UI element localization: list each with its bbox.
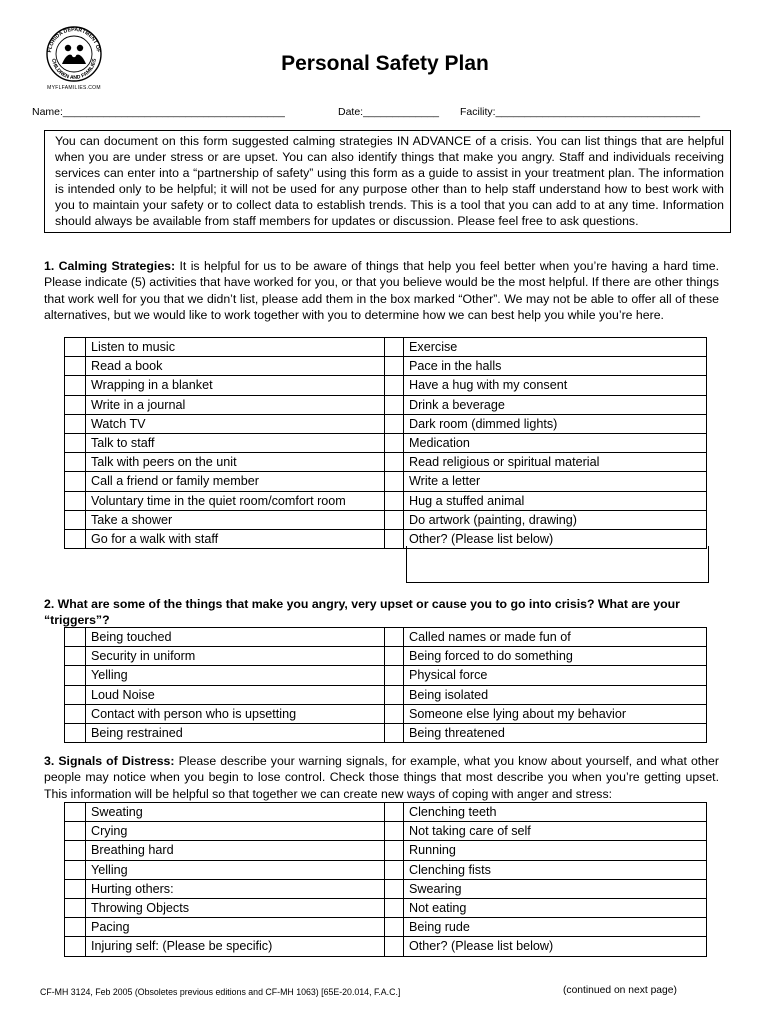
- item-label-left: Injuring self: (Please be specific): [86, 937, 385, 956]
- svg-text:CHILDREN AND FAMILIES: CHILDREN AND FAMILIES: [50, 58, 98, 82]
- item-label-left: Call a friend or family member: [86, 472, 385, 491]
- checkbox-right[interactable]: [385, 879, 404, 898]
- checkbox-right[interactable]: [385, 376, 404, 395]
- item-label-right: Running: [404, 841, 707, 860]
- checklist-row: [65, 434, 707, 453]
- section1-body: It is helpful for us to be aware of things that help you feel better when you’re having a hard time. Please indicate (5) activities that have worked for you, or that you believe would be the most helpful. If there are other things that work well for you that we didn’t list, please add them in the box marked “Other”. We may not be able to offer all of these alternatives, but we would like to work together with you to determine how we can best help you while you’re here.: [44, 259, 720, 322]
- checklist-row: [65, 491, 707, 510]
- item-label-right: Exercise: [404, 338, 707, 357]
- page-title: Personal Safety Plan: [281, 52, 489, 75]
- checkbox-right[interactable]: [385, 434, 404, 453]
- checkbox-left[interactable]: [65, 414, 86, 433]
- item-label-right: Pace in the halls: [404, 357, 707, 376]
- checkbox-left[interactable]: [65, 491, 86, 510]
- item-label-left: Being touched: [86, 628, 385, 647]
- item-label-left: Take a shower: [86, 510, 385, 529]
- item-label-left: Breathing hard: [86, 841, 385, 860]
- checkbox-right[interactable]: [385, 628, 404, 647]
- checkbox-left[interactable]: [65, 822, 86, 841]
- checkbox-left[interactable]: [65, 879, 86, 898]
- checkbox-right[interactable]: [385, 472, 404, 491]
- distress-signals-table: [64, 802, 707, 957]
- section1-text: [44, 258, 719, 323]
- item-label-right: Other? (Please list below): [404, 530, 707, 549]
- checkbox-left[interactable]: [65, 860, 86, 879]
- item-label-left: Yelling: [86, 860, 385, 879]
- checkbox-right[interactable]: [385, 841, 404, 860]
- item-label-left: Sweating: [86, 803, 385, 822]
- checkbox-left[interactable]: [65, 530, 86, 549]
- checkbox-left[interactable]: [65, 685, 86, 704]
- checklist-row: [65, 685, 707, 704]
- item-label-right: Clenching teeth: [404, 803, 707, 822]
- item-label-left: Loud Noise: [86, 685, 385, 704]
- checkbox-right[interactable]: [385, 647, 404, 666]
- item-label-left: Yelling: [86, 666, 385, 685]
- checkbox-right[interactable]: [385, 724, 404, 743]
- checklist-row: [65, 937, 707, 956]
- other-strategies-box[interactable]: [406, 546, 709, 583]
- checklist-row: [65, 822, 707, 841]
- section2-heading: 2. What are some of the things that make you angry, very upset or cause you to go into crisis? What are your “triggers”?: [44, 597, 680, 628]
- item-label-right: Being rude: [404, 918, 707, 937]
- item-label-right: Being threatened: [404, 724, 707, 743]
- item-label-right: Physical force: [404, 666, 707, 685]
- checkbox-left[interactable]: [65, 724, 86, 743]
- item-label-right: Write a letter: [404, 472, 707, 491]
- checklist-row: [65, 628, 707, 647]
- item-label-right: Swearing: [404, 879, 707, 898]
- item-label-right: Not taking care of self: [404, 822, 707, 841]
- checkbox-left[interactable]: [65, 453, 86, 472]
- item-label-left: Voluntary time in the quiet room/comfort room: [86, 491, 385, 510]
- checkbox-left[interactable]: [65, 937, 86, 956]
- item-label-left: Wrapping in a blanket: [86, 376, 385, 395]
- item-label-left: Pacing: [86, 918, 385, 937]
- item-label-right: Medication: [404, 434, 707, 453]
- checkbox-right[interactable]: [385, 453, 404, 472]
- checkbox-right[interactable]: [385, 822, 404, 841]
- checkbox-right[interactable]: [385, 510, 404, 529]
- checkbox-left[interactable]: [65, 841, 86, 860]
- item-label-right: Read religious or spiritual material: [404, 453, 707, 472]
- checkbox-right[interactable]: [385, 860, 404, 879]
- item-label-right: Do artwork (painting, drawing): [404, 510, 707, 529]
- checklist-row: [65, 704, 707, 723]
- item-label-right: Have a hug with my consent: [404, 376, 707, 395]
- item-label-right: Other? (Please list below): [404, 937, 707, 956]
- item-label-right: Clenching fists: [404, 860, 707, 879]
- item-label-right: Dark room (dimmed lights): [404, 414, 707, 433]
- section1-heading: 1. Calming Strategies:: [44, 259, 176, 273]
- checkbox-left[interactable]: [65, 628, 86, 647]
- checkbox-left[interactable]: [65, 357, 86, 376]
- checkbox-left[interactable]: [65, 803, 86, 822]
- checkbox-right[interactable]: [385, 899, 404, 918]
- item-label-left: Listen to music: [86, 338, 385, 357]
- checkbox-left[interactable]: [65, 338, 86, 357]
- checkbox-right[interactable]: [385, 918, 404, 937]
- section3-heading: 3. Signals of Distress:: [44, 754, 175, 768]
- checklist-row: [65, 879, 707, 898]
- checkbox-right[interactable]: [385, 666, 404, 685]
- checkbox-right[interactable]: [385, 395, 404, 414]
- item-label-left: Throwing Objects: [86, 899, 385, 918]
- checklist-row: [65, 510, 707, 529]
- seal-url: MYFLFAMILIES.COM: [47, 85, 101, 91]
- checklist-row: [65, 453, 707, 472]
- date-field[interactable]: Date:_____________: [338, 106, 440, 118]
- checklist-row: [65, 357, 707, 376]
- checkbox-left[interactable]: [65, 647, 86, 666]
- checkbox-right[interactable]: [385, 685, 404, 704]
- checkbox-right[interactable]: [385, 803, 404, 822]
- checkbox-right[interactable]: [385, 357, 404, 376]
- item-label-right: Drink a beverage: [404, 395, 707, 414]
- checkbox-right[interactable]: [385, 704, 404, 723]
- checklist-row: [65, 395, 707, 414]
- calming-strategies-table: [64, 337, 707, 549]
- item-label-left: Write in a journal: [86, 395, 385, 414]
- item-label-right: Someone else lying about my behavior: [404, 704, 707, 723]
- checklist-row: [65, 841, 707, 860]
- checklist-row: [65, 376, 707, 395]
- intro-box: You can document on this form suggested calming strategies IN ADVANCE of a crisis. You can list things that are helpful when you are under stress or are upset. You can also identify things that make you angry. Staff and individuals receiving services can enter into a “partnership of safety” using this form as a guide to assist in your treatment plan. The information is intended only to be helpful; it will not be used for any purpose other than to help staff understand how to best work with you to maintain your safety or to collect data to establish trends. This is a tool that you can add to at any time. Information should always be available from staff members for updates or discussion. Please feel free to ask questions.: [44, 130, 731, 233]
- name-field[interactable]: Name:______________________________________: [32, 106, 285, 118]
- checklist-row: [65, 414, 707, 433]
- item-label-right: Called names or made fun of: [404, 628, 707, 647]
- checklist-row: [65, 472, 707, 491]
- item-label-left: Talk with peers on the unit: [86, 453, 385, 472]
- item-label-left: Talk to staff: [86, 434, 385, 453]
- checkbox-left[interactable]: [65, 434, 86, 453]
- item-label-left: Read a book: [86, 357, 385, 376]
- item-label-right: Being isolated: [404, 685, 707, 704]
- section3-text: [44, 753, 719, 802]
- item-label-left: Contact with person who is upsetting: [86, 704, 385, 723]
- checkbox-right[interactable]: [385, 491, 404, 510]
- checkbox-right[interactable]: [385, 937, 404, 956]
- checklist-row: [65, 647, 707, 666]
- checklist-row: [65, 860, 707, 879]
- item-label-left: Go for a walk with staff: [86, 530, 385, 549]
- item-label-left: Being restrained: [86, 724, 385, 743]
- checklist-row: [65, 899, 707, 918]
- item-label-left: Crying: [86, 822, 385, 841]
- checklist-row: [65, 803, 707, 822]
- svg-text:FLORIDA DEPARTMENT OF: FLORIDA DEPARTMENT OF: [47, 26, 101, 53]
- checklist-row: [65, 918, 707, 937]
- checkbox-right[interactable]: [385, 530, 404, 549]
- item-label-left: Watch TV: [86, 414, 385, 433]
- checkbox-left[interactable]: [65, 918, 86, 937]
- checkbox-left[interactable]: [65, 704, 86, 723]
- facility-field[interactable]: Facility:___________________________________: [460, 106, 700, 118]
- item-label-right: Hug a stuffed animal: [404, 491, 707, 510]
- item-label-left: Security in uniform: [86, 647, 385, 666]
- triggers-table: [64, 627, 707, 743]
- checkbox-left[interactable]: [65, 395, 86, 414]
- item-label-left: Hurting others:: [86, 879, 385, 898]
- checkbox-left[interactable]: [65, 472, 86, 491]
- checkbox-left[interactable]: [65, 899, 86, 918]
- form-id-footer: CF-MH 3124, Feb 2005 (Obsoletes previous editions and CF-MH 1063) [65E-20.014, F.A.C.]: [40, 987, 401, 997]
- checkbox-right[interactable]: [385, 414, 404, 433]
- item-label-right: Not eating: [404, 899, 707, 918]
- section3-body: Please describe your warning signals, for example, what you know about yourself, and what other people may notice when you begin to lose control. Check those things that most describe you when you’re getting upset. This information will be helpful so that together we can create new ways of coping with anger and stress:: [44, 754, 719, 801]
- checkbox-right[interactable]: [385, 338, 404, 357]
- item-label-right: Being forced to do something: [404, 647, 707, 666]
- checklist-row: [65, 724, 707, 743]
- checkbox-left[interactable]: [65, 376, 86, 395]
- checklist-row: [65, 666, 707, 685]
- checkbox-left[interactable]: [65, 510, 86, 529]
- continued-note: (continued on next page): [563, 985, 677, 996]
- checklist-row: [65, 338, 707, 357]
- checkbox-left[interactable]: [65, 666, 86, 685]
